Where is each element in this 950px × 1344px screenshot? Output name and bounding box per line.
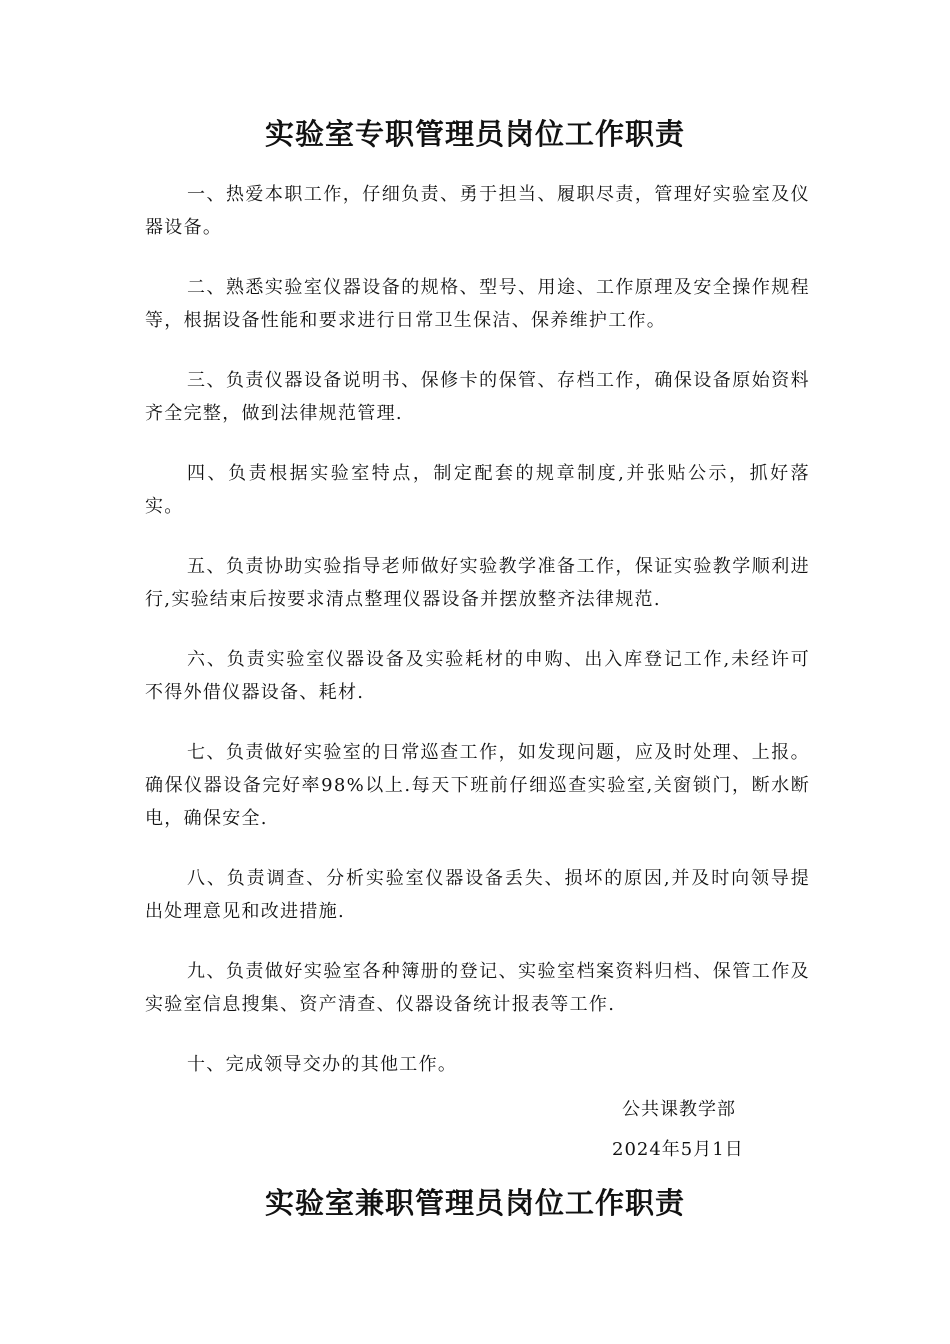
next-document-title: 实验室兼职管理员岗位工作职责 [264, 1186, 685, 1220]
duty-clause-5: 五、负责协助实验指导老师做好实验教学准备工作，保证实验教学顺利进行,实验结束后按要求清点整理仪器设备并摆放整齐法律规范. [145, 556, 810, 610]
duty-clause-8: 八、负责调查、分析实验室仪器设备丢失、损坏的原因,并及时向领导提出处理意见和改进措施. [145, 868, 810, 922]
duty-clause-9: 九、负责做好实验室各种簿册的登记、实验室档案资料归档、保管工作及实验室信息搜集、资产清查、仪器设备统计报表等工作. [145, 961, 810, 1015]
duty-clause-4: 四、负责根据实验室特点，制定配套的规章制度,并张贴公示，抓好落实。 [145, 463, 810, 517]
duty-clause-list [145, 178, 810, 1081]
signature-date: 2024年5月1日 [612, 1139, 744, 1160]
document-title: 实验室专职管理员岗位工作职责 [264, 117, 685, 151]
duty-clause-1: 一、热爱本职工作，仔细负责、勇于担当、履职尽责，管理好实验室及仪器设备。 [145, 184, 810, 238]
duty-clause-2: 二、熟悉实验室仪器设备的规格、型号、用途、工作原理及安全操作规程等，根据设备性能和要求进行日常卫生保洁、保养维护工作。 [145, 277, 810, 331]
duty-clause-6: 六、负责实验室仪器设备及实验耗材的申购、出入库登记工作,未经许可不得外借仪器设备、耗材. [145, 649, 810, 703]
duty-clause-10: 十、完成领导交办的其他工作。 [187, 1054, 458, 1075]
duty-clause-3: 三、负责仪器设备说明书、保修卡的保管、存档工作，确保设备原始资料齐全完整，做到法律规范管理. [145, 370, 810, 424]
duty-clause-7: 七、负责做好实验室的日常巡查工作，如发现问题，应及时处理、上报。确保仪器设备完好率98%以上.每天下班前仔细巡查实验室,关窗锁门，断水断电，确保安全. [145, 742, 810, 829]
signature-department: 公共课教学部 [622, 1099, 736, 1120]
